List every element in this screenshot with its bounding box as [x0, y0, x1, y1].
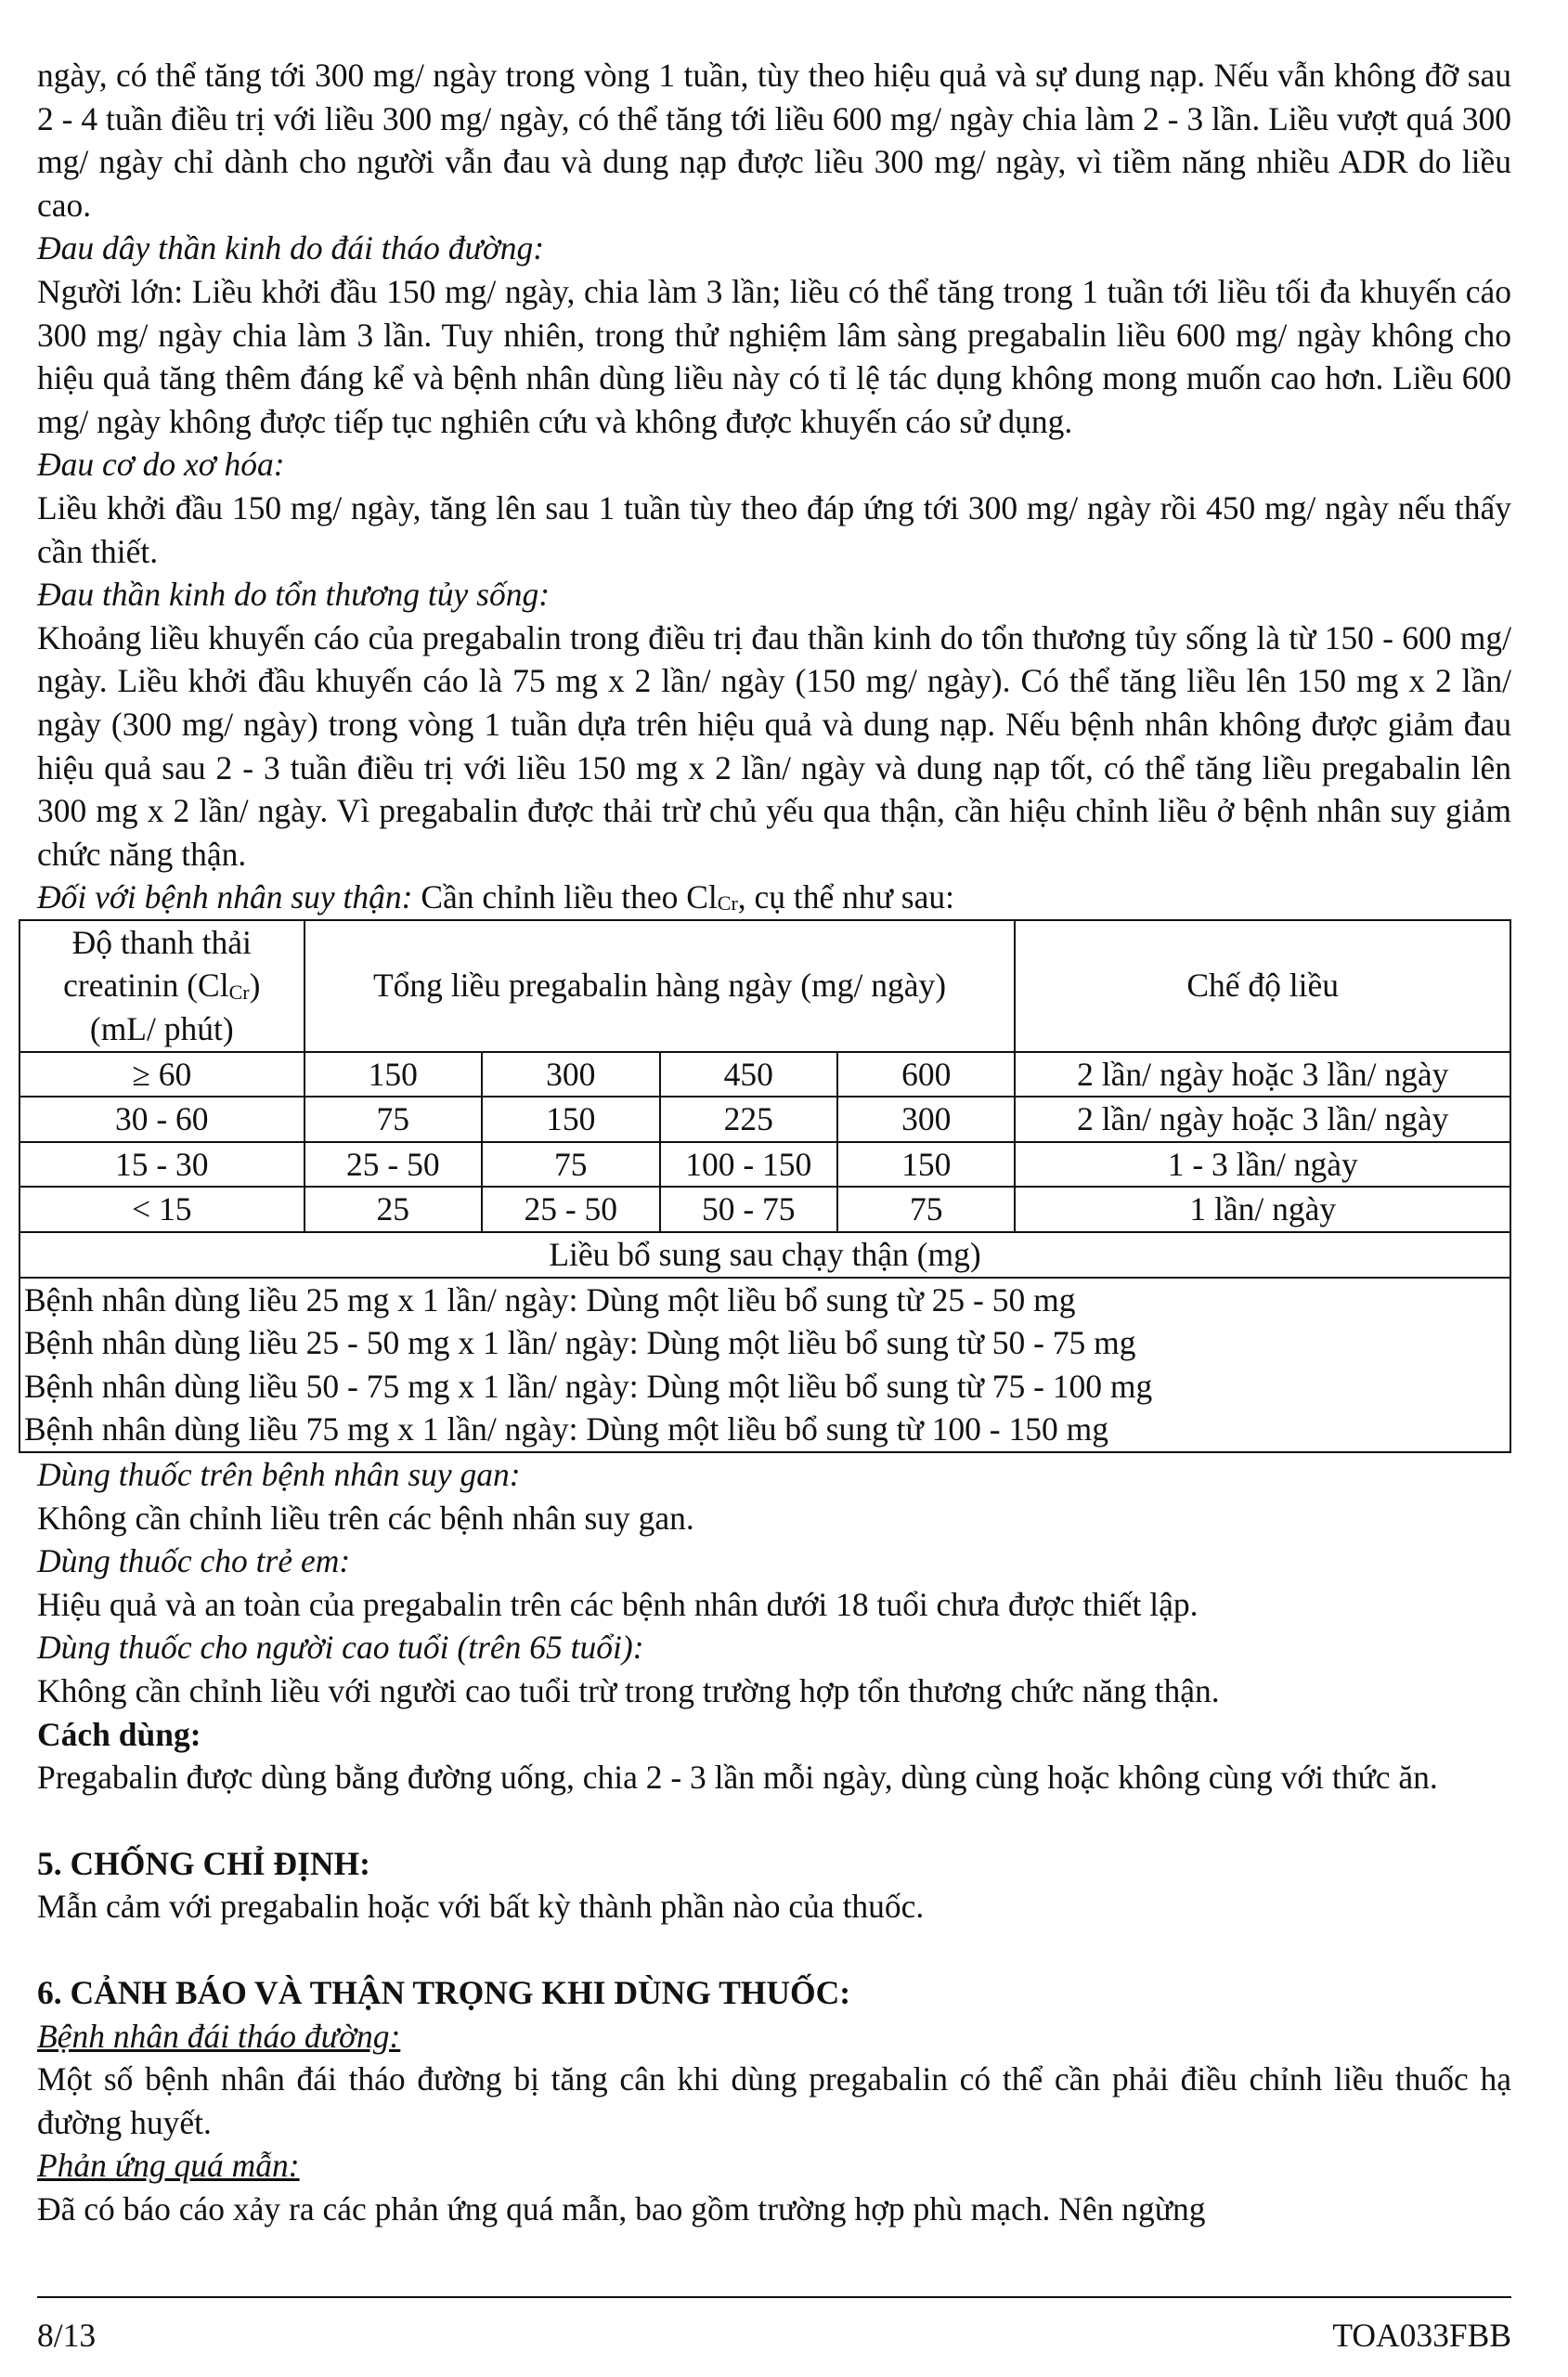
dialysis-text: Bệnh nhân dùng liều 25 - 50 mg x 1 lần/ ngày: Dùng một liều bổ sung từ 50 - 75 mg: [19, 1321, 1510, 1365]
table-cell: 300: [482, 1052, 659, 1098]
table-cell: 1 - 3 lần/ ngày: [1015, 1142, 1510, 1188]
footer-divider: [37, 2296, 1511, 2298]
table-cell: 450: [660, 1052, 837, 1098]
table-cell: 75: [482, 1142, 659, 1188]
header-regimen: Chế độ liều: [1015, 920, 1510, 1052]
table-cell: 225: [660, 1097, 837, 1142]
table-row: [19, 1142, 1510, 1188]
table-cell: 150: [837, 1142, 1015, 1188]
table-cell: 50 - 75: [660, 1187, 837, 1232]
table-cell: 2 lần/ ngày hoặc 3 lần/ ngày: [1015, 1052, 1510, 1098]
section5-heading: 5. CHỐNG CHỈ ĐỊNH:: [37, 1844, 370, 1882]
intro-paragraph: ngày, có thể tăng tới 300 mg/ ngày trong vòng 1 tuần, tùy theo hiệu quả và sự dung nạp. Nếu vẫn không đỡ sau 2 - 4 tuần điều trị với liều 300 mg/ ngày, có thể tăng tới liều 600 mg/ ngày chia làm 2 - 3 lần. Liều vượt quá 300 mg/ ngày chỉ dành cho người vẫn đau và dung nạp được liều 300 mg/ ngày, vì tiềm năng nhiều ADR do liều cao.: [37, 57, 1511, 224]
dialysis-row: [19, 1321, 1510, 1365]
table-cell: 1 lần/ ngày: [1015, 1187, 1510, 1232]
header-total-dose: Tổng liều pregabalin hàng ngày (mg/ ngày): [305, 920, 1016, 1052]
table-row: [19, 1097, 1510, 1142]
table-header-row: [19, 920, 1510, 1052]
liver-text: Không cần chỉnh liều trên các bệnh nhân suy gan.: [37, 1499, 694, 1537]
table-cell: 600: [837, 1052, 1015, 1098]
page-footer: [37, 2314, 1511, 2358]
table-cell: 25: [305, 1187, 482, 1232]
usage-text: Pregabalin được dùng bằng đường uống, chia 2 - 3 lần mỗi ngày, dùng cùng hoặc không cùng với thức ăn.: [37, 1759, 1438, 1797]
renal-sub: Cr: [717, 891, 738, 916]
header-clearance-line1: Độ thanh thải: [71, 923, 252, 961]
child-text: Hiệu quả và an toàn của pregabalin trên các bệnh nhân dưới 18 tuổi chưa được thiết lập.: [37, 1585, 1199, 1623]
header-clearance: [19, 920, 305, 1052]
section6-heading: 6. CẢNH BÁO VÀ THẬN TRỌNG KHI DÙNG THUỐC:: [37, 1973, 851, 2011]
dialysis-row: [19, 1365, 1510, 1409]
renal-text-before: Cần chỉnh liều theo Cl: [412, 878, 718, 916]
section5-text: Mẫn cảm với pregabalin hoặc với bất kỳ thành phần nào của thuốc.: [37, 1888, 925, 1926]
table-cell: 15 - 30: [19, 1142, 305, 1188]
spinal-text: Khoảng liều khuyến cáo của pregabalin trong điều trị đau thần kinh do tổn thương tủy sống là từ 150 - 600 mg/ ngày. Liều khởi đầu khuyến cáo là 75 mg x 2 lần/ ngày (150 mg/ ngày). Có thể tăng liều lên 150 mg x 2 lần/ ngày (300 mg/ ngày) trong vòng 1 tuần dựa trên hiệu quả và dung nạp. Nếu bệnh nhân không được giảm đau hiệu quả sau 2 - 3 tuần điều trị với liều 150 mg x 2 lần/ ngày và dung nạp tốt, có thể tăng liều pregabalin lên 300 mg x 2 lần/ ngày. Vì pregabalin được thải trừ chủ yếu qua thận, cần hiệu chỉnh liều ở bệnh nhân suy giảm chức năng thận.: [37, 618, 1511, 873]
renal-text-after: , cụ thể như sau:: [737, 878, 954, 916]
table-cell: 100 - 150: [660, 1142, 837, 1188]
table-cell: 25 - 50: [305, 1142, 482, 1188]
table-cell: ≥ 60: [19, 1052, 305, 1098]
liver-heading: Dùng thuốc trên bệnh nhân suy gan:: [37, 1456, 521, 1493]
header-clearance-unit: (mL/ phút): [89, 1010, 234, 1048]
header-clearance-sub: Cr: [228, 980, 250, 1004]
spinal-heading: Đau thần kinh do tổn thương tủy sống:: [37, 576, 551, 614]
section6-text1: Một số bệnh nhân đái tháo đường bị tăng cân khi dùng pregabalin có thể cần phải điều chỉnh liều thuốc hạ đường huyết.: [37, 2060, 1511, 2141]
diabetic-text: Người lớn: Liều khởi đầu 150 mg/ ngày, chia làm 3 lần; liều có thể tăng trong 1 tuần tới liều tối đa khuyến cáo 300 mg/ ngày chia làm 3 lần. Tuy nhiên, trong thử nghiệm lâm sàng pregabalin liều 600 mg/ ngày không cho hiệu quả tăng thêm đáng kể và bệnh nhân dùng liều này có tỉ lệ tác dụng không mong muốn cao hơn. Liều 600 mg/ ngày không được tiếp tục nghiên cứu và không được khuyến cáo sử dụng.: [37, 272, 1511, 440]
elderly-heading: Dùng thuốc cho người cao tuổi (trên 65 tuổi):: [37, 1629, 644, 1667]
section6-sub2: Phản ứng quá mẫn:: [37, 2147, 300, 2185]
page-number: 8/13: [37, 2317, 97, 2354]
table-cell: 25 - 50: [482, 1187, 659, 1232]
dialysis-text: Bệnh nhân dùng liều 75 mg x 1 lần/ ngày: Dùng một liều bổ sung từ 100 - 150 mg: [19, 1408, 1510, 1452]
fibro-text: Liều khởi đầu 150 mg/ ngày, tăng lên sau 1 tuần tùy theo đáp ứng tới 300 mg/ ngày rồi 450 mg/ ngày nếu thấy cần thiết.: [37, 488, 1511, 570]
document-page: [24, 54, 1511, 2231]
renal-dose-table: [19, 919, 1511, 1453]
usage-heading: Cách dùng:: [37, 1715, 201, 1753]
dialysis-header: Liều bổ sung sau chạy thận (mg): [19, 1232, 1510, 1278]
renal-line: [37, 876, 1511, 919]
document-code: TOA033FBB: [1332, 2317, 1511, 2354]
table-cell: 30 - 60: [19, 1097, 305, 1142]
header-clearance-line2: creatinin (Cl: [63, 967, 229, 1005]
table-row: [19, 1187, 1510, 1232]
header-clearance-close: ): [249, 967, 261, 1005]
table-cell: 300: [837, 1097, 1015, 1142]
dialysis-text: Bệnh nhân dùng liều 25 mg x 1 lần/ ngày: Dùng một liều bổ sung từ 25 - 50 mg: [19, 1278, 1510, 1322]
section6-sub1: Bệnh nhân đái tháo đường:: [37, 2017, 401, 2055]
renal-heading: Đối với bệnh nhân suy thận:: [37, 878, 413, 916]
table-cell: 150: [482, 1097, 659, 1142]
table-cell: 75: [305, 1097, 482, 1142]
table-cell: 75: [837, 1187, 1015, 1232]
table-cell: 150: [305, 1052, 482, 1098]
table-cell: < 15: [19, 1187, 305, 1232]
table-row: [19, 1052, 1510, 1098]
elderly-text: Không cần chỉnh liều với người cao tuổi trừ trong trường hợp tổn thương chức năng thận.: [37, 1671, 1220, 1709]
child-heading: Dùng thuốc cho trẻ em:: [37, 1542, 351, 1580]
table-cell: 2 lần/ ngày hoặc 3 lần/ ngày: [1015, 1097, 1510, 1142]
dialysis-text: Bệnh nhân dùng liều 50 - 75 mg x 1 lần/ ngày: Dùng một liều bổ sung từ 75 - 100 mg: [19, 1365, 1510, 1409]
fibro-heading: Đau cơ do xơ hóa:: [37, 446, 285, 484]
dialysis-row: [19, 1278, 1510, 1322]
diabetic-heading: Đau dây thần kinh do đái tháo đường:: [37, 229, 545, 267]
section6-text2: Đã có báo cáo xảy ra các phản ứng quá mẫn, bao gồm trường hợp phù mạch. Nên ngừng: [37, 2189, 1206, 2228]
dialysis-row: [19, 1408, 1510, 1452]
dialysis-header-row: [19, 1232, 1510, 1278]
